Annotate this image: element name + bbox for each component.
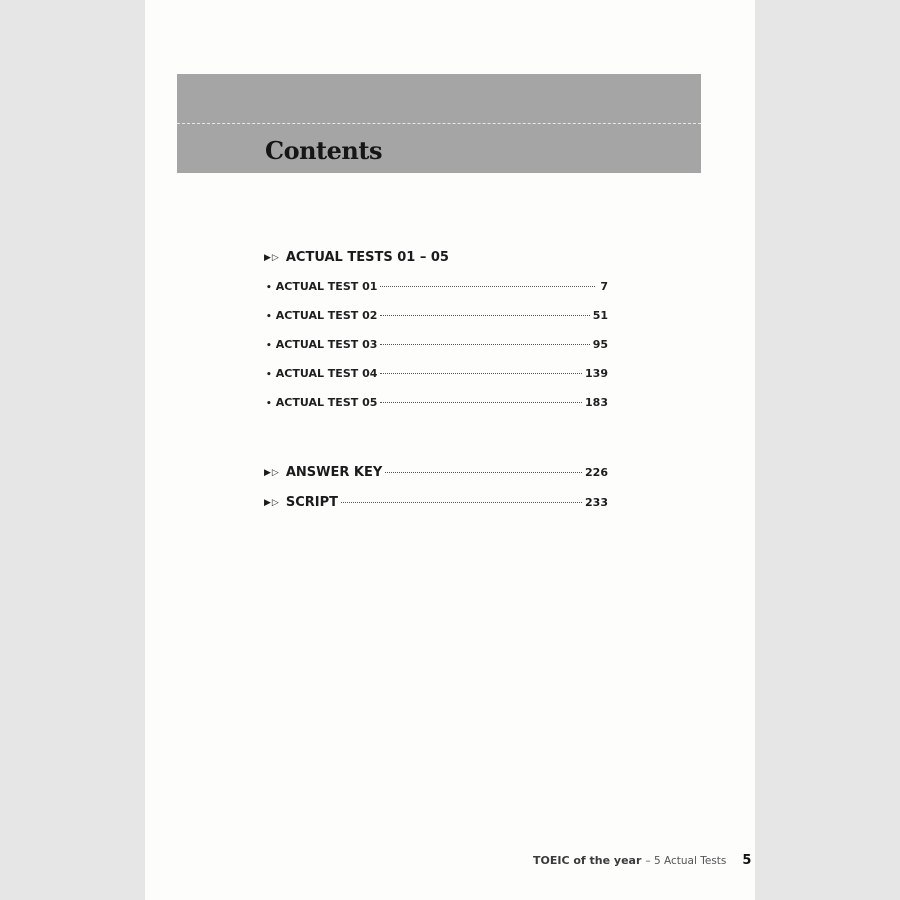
bullet-icon: • xyxy=(266,341,272,351)
entry-label: ACTUAL TEST 02 xyxy=(275,309,378,322)
section-label: ACTUAL TESTS 01 – 05 xyxy=(285,250,449,265)
bullet-icon: • xyxy=(266,312,272,322)
double-arrow-icon: ▶▷ xyxy=(264,253,280,263)
double-arrow-icon: ▶▷ xyxy=(264,498,280,508)
entry-page-number: 51 xyxy=(592,309,608,322)
bullet-icon: • xyxy=(266,370,272,380)
bullet-icon: • xyxy=(266,283,272,293)
section-label: ANSWER KEY xyxy=(285,465,383,480)
entry-page-number: 183 xyxy=(585,396,608,409)
entry-page-number: 7 xyxy=(600,280,608,293)
title-banner xyxy=(177,74,701,173)
book-page xyxy=(145,0,755,900)
entry-label: ACTUAL TEST 05 xyxy=(275,396,378,409)
page-title: Contents xyxy=(265,136,382,165)
dot-leader xyxy=(385,472,582,473)
dot-leader xyxy=(380,315,589,316)
toc-entry-test-01[interactable] xyxy=(266,280,608,293)
dot-leader xyxy=(380,402,582,403)
toc-entry-test-04[interactable] xyxy=(266,367,608,380)
toc-section-actual-tests[interactable] xyxy=(264,250,608,265)
dot-leader xyxy=(380,373,582,374)
double-arrow-icon: ▶▷ xyxy=(264,468,280,478)
toc-entry-test-05[interactable] xyxy=(266,396,608,409)
bullet-icon: • xyxy=(266,399,272,409)
dashed-rule xyxy=(177,123,701,124)
footer-subtitle: – 5 Actual Tests xyxy=(645,855,727,867)
toc-section-script[interactable] xyxy=(264,495,608,510)
section-page-number: 233 xyxy=(585,496,608,509)
entry-label: ACTUAL TEST 04 xyxy=(275,367,378,380)
toc-entry-test-02[interactable] xyxy=(266,309,608,322)
entry-page-number: 95 xyxy=(592,338,608,351)
page-footer xyxy=(533,853,751,868)
section-page-number: 226 xyxy=(585,466,608,479)
section-label: SCRIPT xyxy=(285,495,338,510)
footer-page-number: 5 xyxy=(742,853,752,868)
toc-entry-test-03[interactable] xyxy=(266,338,608,351)
dot-leader xyxy=(341,502,582,503)
footer-brand: TOEIC of the year xyxy=(533,854,642,867)
entry-label: ACTUAL TEST 01 xyxy=(275,280,378,293)
dot-leader xyxy=(380,344,589,345)
entry-page-number: 139 xyxy=(585,367,608,380)
entry-label: ACTUAL TEST 03 xyxy=(275,338,378,351)
toc-section-answer-key[interactable] xyxy=(264,465,608,480)
dot-leader xyxy=(380,286,595,287)
